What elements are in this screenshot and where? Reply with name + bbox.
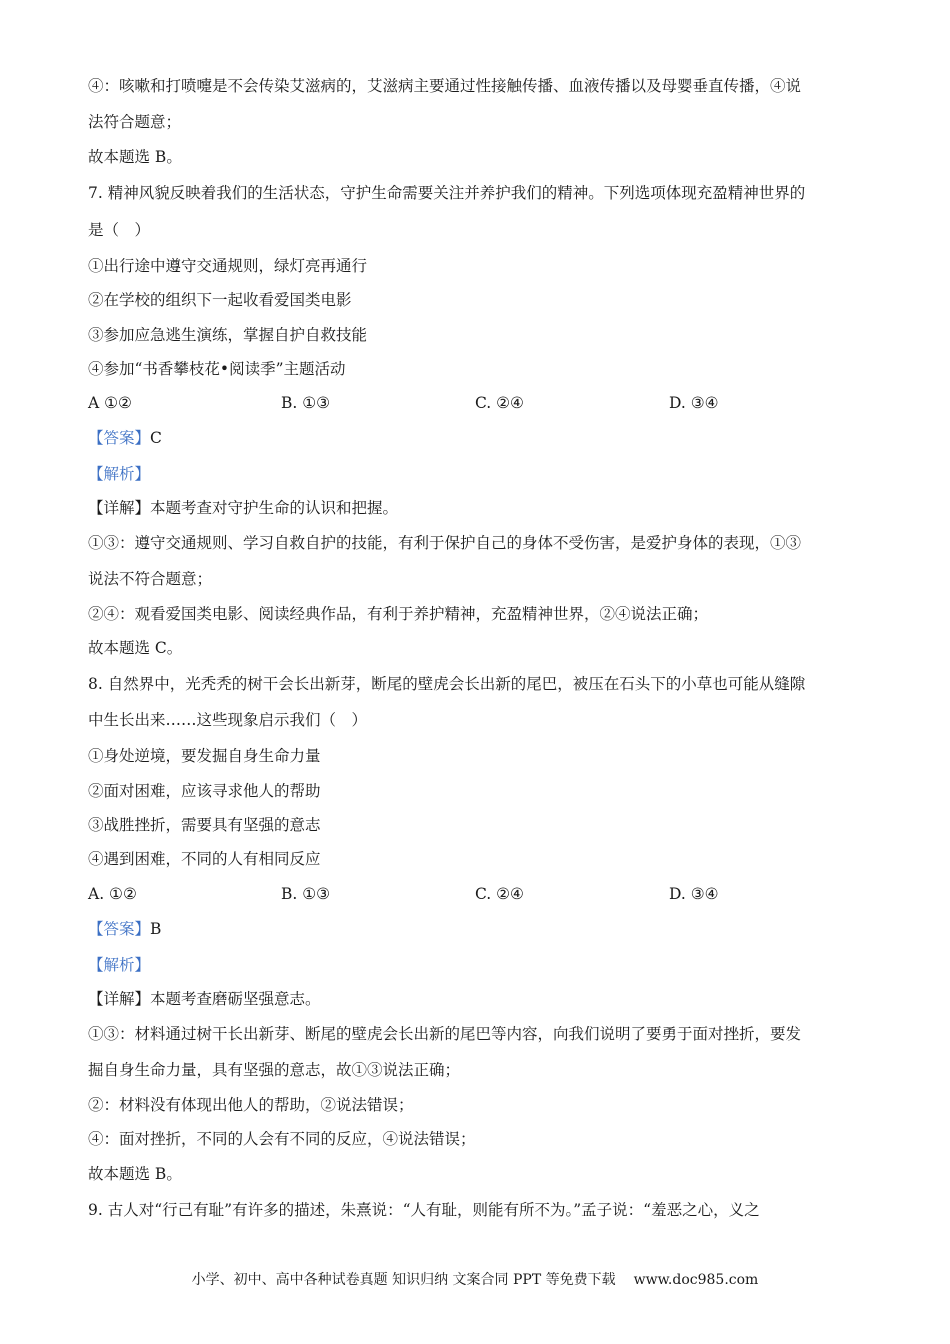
q8-statement-1: ①身处逆境，要发掘自身生命力量 xyxy=(88,747,321,765)
text-line: 掘自身生命力量，具有坚强的意志，故①③说法正确； xyxy=(88,1061,461,1079)
q8-option-a: A. ①② xyxy=(88,885,137,903)
question-8-stem-cont: 中生长出来……这些现象启示我们（ ） xyxy=(88,711,368,729)
footer-site-link[interactable]: www.doc985.com xyxy=(633,1272,759,1288)
text-line: ①③：材料通过树干长出新芽、断尾的壁虎会长出新的尾巴等内容，向我们说明了要勇于面对挫折，要发 xyxy=(88,1025,802,1043)
text-line: ④：咳嗽和打喷嚏是不会传染艾滋病的，艾滋病主要通过性接触传播、血液传播以及母婴垂直传播，④说 xyxy=(88,77,802,95)
q8-option-d: D. ③④ xyxy=(669,885,719,903)
answer-tag: 【答案】 xyxy=(88,920,151,938)
q7-option-c: C. ②④ xyxy=(475,394,524,412)
question-7-stem: 7. 精神风貌反映着我们的生活状态，守护生命需要关注并养护我们的精神。下列选项体现充盈精神世界的 xyxy=(88,184,806,202)
text-line: 故本题选 B。 xyxy=(88,148,182,166)
question-7-stem-cont: 是（ ） xyxy=(88,221,151,239)
q7-option-b: B. ①③ xyxy=(281,394,331,412)
detail-tag: 【详解】 xyxy=(88,990,151,1008)
q8-statement-2: ②面对困难，应该寻求他人的帮助 xyxy=(88,782,321,800)
text-line: ②④：观看爱国类电影、阅读经典作品，有利于养护精神，充盈精神世界，②④说法正确； xyxy=(88,605,709,623)
q7-statement-2: ②在学校的组织下一起收看爱国类电影 xyxy=(88,291,352,309)
q8-statement-3: ③战胜挫折，需要具有坚强的意志 xyxy=(88,816,321,834)
answer-tag: 【答案】 xyxy=(88,429,151,447)
text-line: ④：面对挫折，不同的人会有不同的反应，④说法错误； xyxy=(88,1130,476,1148)
q7-analysis-tag: 【解析】 xyxy=(88,465,151,483)
question-9-stem: 9. 古人对“行己有耻”有许多的描述，朱熹说：“人有耻，则能有所不为。”孟子说：“羞恶之心，义之 xyxy=(88,1201,760,1219)
q7-option-d: D. ③④ xyxy=(669,394,719,412)
detail-tag: 【详解】 xyxy=(88,499,151,517)
answer-value: B xyxy=(150,920,162,938)
page-footer xyxy=(0,1270,950,1290)
q8-analysis-tag: 【解析】 xyxy=(88,956,151,974)
footer-text: 小学、初中、高中各种试卷真题 知识归纳 文案合同 PPT 等免费下载 xyxy=(191,1272,616,1288)
q8-statement-4: ④遇到困难，不同的人有相同反应 xyxy=(88,850,321,868)
q7-statement-4: ④参加“书香攀枝花•阅读季”主题活动 xyxy=(88,360,346,378)
detail-text: 本题考查磨砺坚强意志。 xyxy=(150,990,321,1008)
q8-detail xyxy=(88,989,868,1009)
q7-answer xyxy=(88,428,868,448)
q7-statement-3: ③参加应急逃生演练，掌握自护自救技能 xyxy=(88,326,368,344)
q7-option-a: A ①② xyxy=(88,394,132,412)
text-line: 说法不符合题意； xyxy=(88,570,213,588)
q8-answer xyxy=(88,919,868,939)
question-8-stem: 8. 自然界中，光秃秃的树干会长出新芽，断尾的壁虎会长出新的尾巴，被压在石头下的小草也可能从缝隙 xyxy=(88,675,806,693)
answer-value: C xyxy=(150,429,162,447)
q7-detail xyxy=(88,498,868,518)
text-line: 故本题选 C。 xyxy=(88,639,183,657)
q7-statement-1: ①出行途中遵守交通规则，绿灯亮再通行 xyxy=(88,257,368,275)
text-line: 故本题选 B。 xyxy=(88,1165,182,1183)
q8-option-c: C. ②④ xyxy=(475,885,524,903)
text-line: ②：材料没有体现出他人的帮助，②说法错误； xyxy=(88,1096,414,1114)
text-line: ①③：遵守交通规则、学习自救自护的技能，有利于保护自己的身体不受伤害，是爱护身体的表现，①③ xyxy=(88,534,802,552)
detail-text: 本题考查对守护生命的认识和把握。 xyxy=(150,499,399,517)
text-line: 法符合题意； xyxy=(88,113,182,131)
q8-option-b: B. ①③ xyxy=(281,885,331,903)
